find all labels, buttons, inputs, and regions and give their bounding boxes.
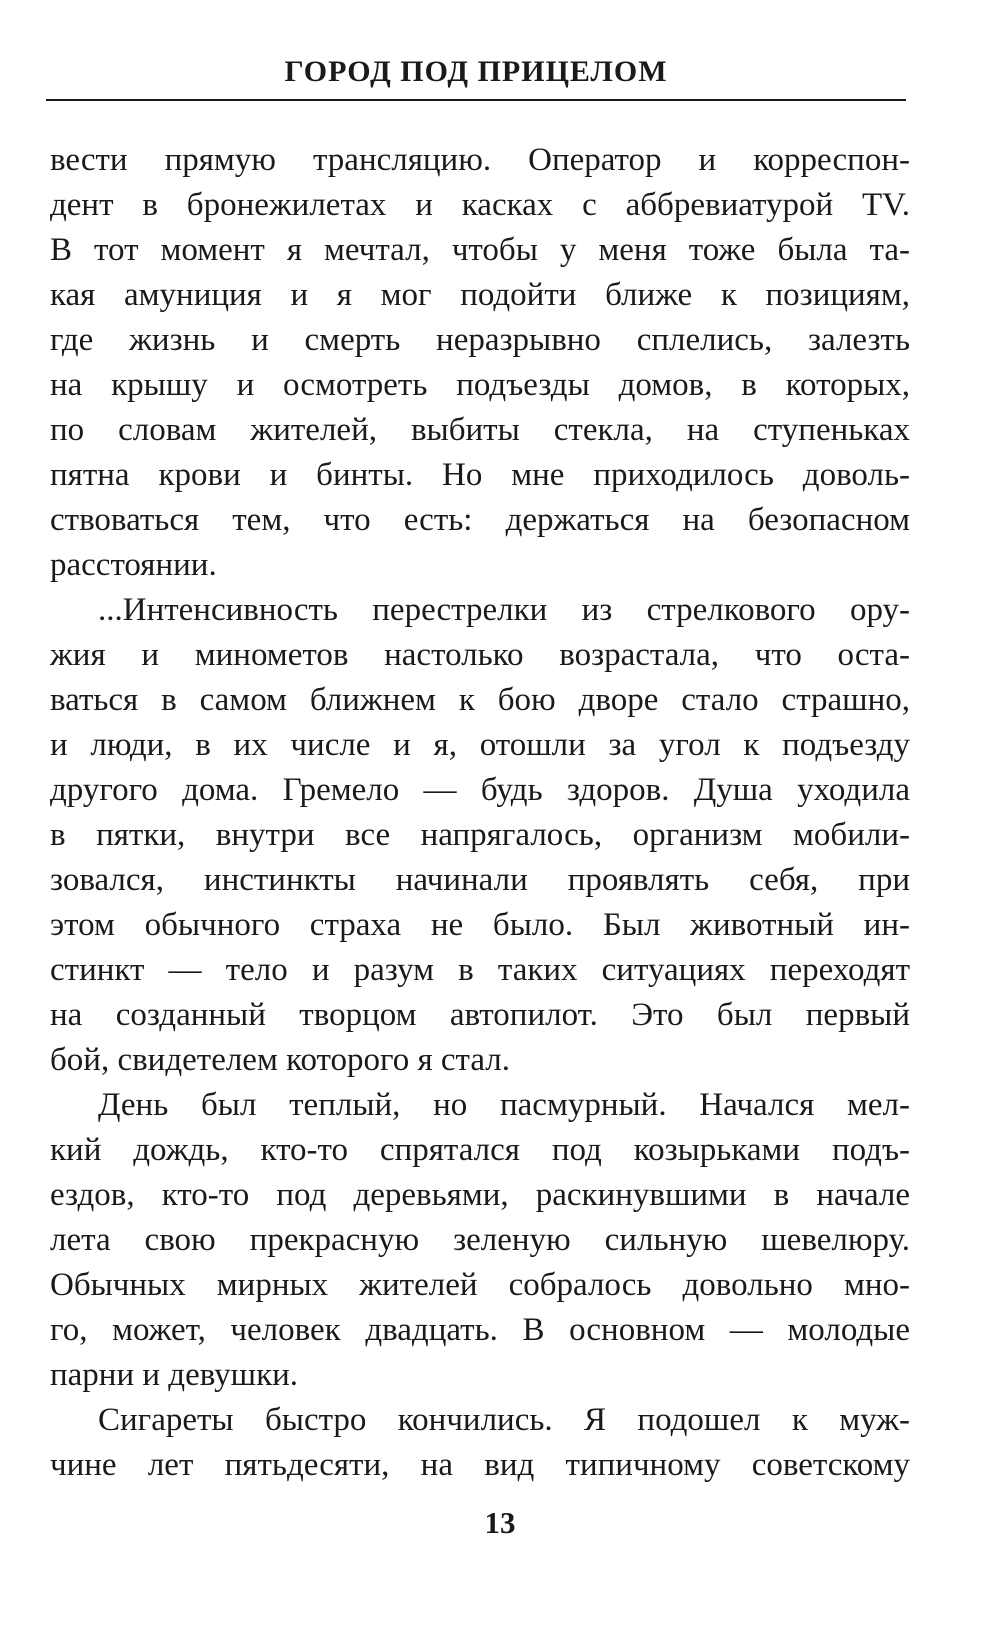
- text-line: ...Интенсивность перестрелки из стрелкового ору-: [98, 592, 910, 628]
- page-number: 13: [484, 1505, 516, 1540]
- text-line: кая амуниция и я мог подойти ближе к позициям,: [50, 277, 910, 313]
- running-head: ГОРОД ПОД ПРИЦЕЛОМ: [284, 55, 668, 88]
- text-line: парни и девушки.: [50, 1357, 299, 1393]
- text-line: стинкт — тело и разум в таких ситуациях переходят: [50, 952, 910, 988]
- text-line: пятна крови и бинты. Но мне приходилось доволь-: [50, 457, 910, 493]
- body-text: [50, 138, 910, 1488]
- text-line: на крышу и осмотреть подъезды домов, в которых,: [50, 367, 910, 403]
- text-line: ствоваться тем, что есть: держаться на безопасном: [50, 502, 910, 538]
- text-line: расстоянии.: [50, 547, 217, 583]
- text-line: кий дождь, кто-то спрятался под козырьками подъ-: [50, 1132, 910, 1168]
- text-line: зовался, инстинкты начинали проявлять себя, при: [50, 862, 910, 898]
- text-line: другого дома. Гремело — будь здоров. Душа уходила: [50, 772, 910, 808]
- text-line: бой, свидетелем которого я стал.: [50, 1042, 511, 1078]
- text-line: вести прямую трансляцию. Оператор и корреспон-: [50, 142, 910, 178]
- text-line: В тот момент я мечтал, чтобы у меня тоже была та-: [50, 232, 910, 268]
- text-line: на созданный творцом автопилот. Это был первый: [50, 997, 910, 1033]
- text-line: и люди, в их числе и я, отошли за угол к подъезду: [50, 727, 910, 763]
- text-line: го, может, человек двадцать. В основном — молодые: [50, 1312, 910, 1348]
- text-line: лета свою прекрасную зеленую сильную шевелюру.: [50, 1222, 910, 1258]
- header-rule: [46, 99, 906, 101]
- text-line: дент в бронежилетах и касках с аббревиатурой TV.: [50, 187, 910, 223]
- text-line: чине лет пятьдесяти, на вид типичному советскому: [50, 1447, 910, 1483]
- text-line: этом обычного страха не было. Был животный ин-: [50, 907, 910, 943]
- text-line: где жизнь и смерть неразрывно сплелись, залезть: [50, 322, 910, 358]
- text-line: День был теплый, но пасмурный. Начался мел-: [98, 1087, 910, 1123]
- text-line: ездов, кто-то под деревьями, раскинувшими в начале: [50, 1177, 910, 1213]
- text-line: в пятки, внутри все напрягалось, организм мобили-: [50, 817, 910, 853]
- text-line: жия и минометов настолько возрастала, что оста-: [50, 637, 910, 673]
- text-line: Обычных мирных жителей собралось довольно мно-: [50, 1267, 910, 1303]
- text-line: ваться в самом ближнем к бою дворе стало страшно,: [50, 682, 910, 718]
- text-line: по словам жителей, выбиты стекла, на ступеньках: [50, 412, 910, 448]
- text-line: Сигареты быстро кончились. Я подошел к муж-: [98, 1402, 910, 1438]
